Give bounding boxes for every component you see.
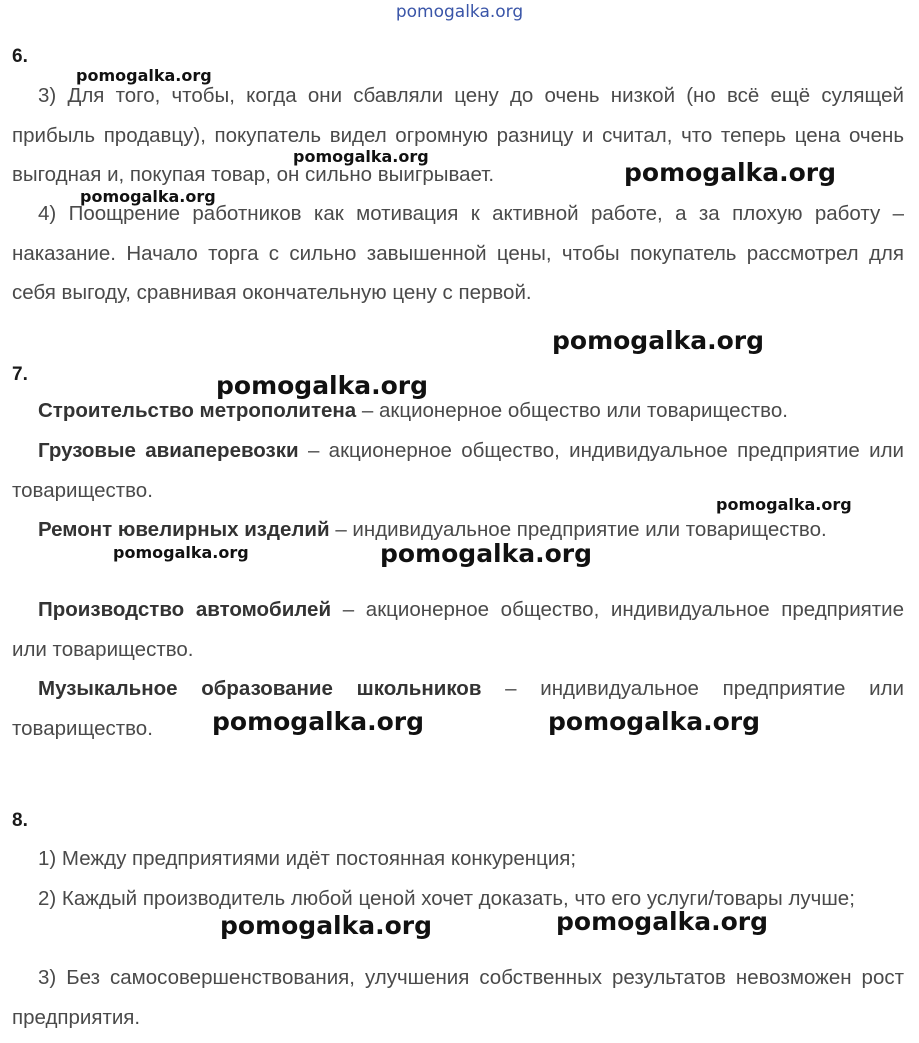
item-text: – акционерное общество или товарищество. [356,399,788,422]
section-6-number: 6. [12,46,28,67]
watermark: pomogalka.org [716,495,852,514]
item-text: – акционерное общество, индивидуальное предприятие или товарищество. [12,598,904,661]
watermark: pomogalka.org [113,543,249,562]
item-term: Производство автомобилей [38,598,332,621]
section-7-item [12,669,904,748]
watermark: pomogalka.org [220,911,433,940]
item-text: – индивидуальное предприятие или товарищество. [329,518,827,541]
watermark: pomogalka.org [552,326,765,355]
section-7-item [12,391,904,431]
watermark: pomogalka.org [548,707,761,736]
watermark: pomogalka.org [556,907,769,936]
section-7-item [12,590,904,669]
watermark: pomogalka.org [293,147,429,166]
section-7-number: 7. [12,364,28,385]
header-watermark: pomogalka.org [395,2,524,22]
item-text: – акционерное общество, индивидуальное предприятие или товарищество. [12,439,905,502]
watermark: pomogalka.org [212,707,425,736]
item-term: Грузовые авиаперевозки [38,439,299,462]
section-8-paragraph-2: 2) Каждый производитель любой ценой хочет доказать, что его услуги/товары лучше; [38,887,855,910]
item-term: Ремонт ювелирных изделий [38,518,330,541]
section-8-number: 8. [12,810,28,831]
section-6-paragraph-4: 4) Поощрение работников как мотивация к активной работе, а за плохую работу – наказание. Начало торга с сильно завышенной цены, чтобы покупатель рассмотрел для себя выгоду, сравнивая окончательную цену с первой. [12,202,904,304]
item-term: Музыкальное образование школьников [38,677,482,700]
watermark: pomogalka.org [76,66,212,85]
item-term: Строительство метрополитена [38,399,357,422]
watermark: pomogalka.org [80,187,216,206]
item-text: – индивидуальное предприятие или товарищество. [12,677,904,740]
watermark: pomogalka.org [380,539,593,568]
watermark: pomogalka.org [216,371,429,400]
section-6-paragraph-3: 3) Для того, чтобы, когда они сбавляли цену до очень низкой (но всё ещё сулящей прибыль продавцу), покупатель видел огромную разницу и считал, что теперь цена очень выгодная и, покупая товар, он сильно выигрывает. [12,84,904,186]
watermark: pomogalka.org [624,158,837,187]
section-8-paragraph-1: 1) Между предприятиями идёт постоянная конкуренция; [38,847,577,870]
section-8-paragraph-3: 3) Без самосовершенствования, улучшения собственных результатов невозможен рост предприятия. [12,966,904,1029]
